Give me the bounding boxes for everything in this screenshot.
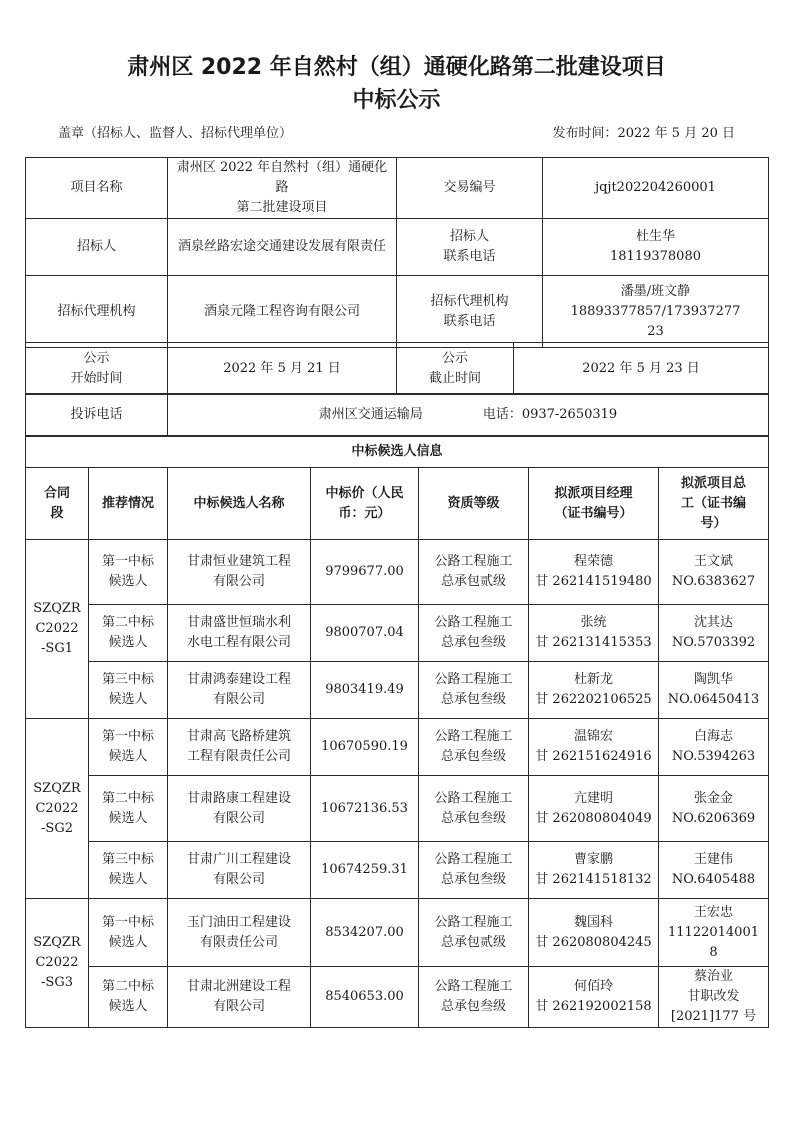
publish-time: 发布时间：2022 年 5 月 20 日 bbox=[552, 126, 735, 141]
candidate-table bbox=[25, 435, 769, 1028]
publicity-period-row bbox=[26, 343, 769, 395]
candidate-rank: 第二中标 候选人 bbox=[89, 967, 168, 1028]
candidate-name: 玉门油田工程建设 有限责任公司 bbox=[168, 899, 311, 967]
header-section: 合同 段 bbox=[26, 468, 89, 540]
candidate-name: 甘肃恒业建筑工程 有限公司 bbox=[168, 540, 311, 605]
project-name-row bbox=[26, 158, 769, 219]
candidate-name: 甘肃广川工程建设 有限公司 bbox=[168, 842, 311, 899]
complaint-label: 投诉电话 bbox=[26, 394, 168, 437]
contract-section: SZQZR C2022 -SG1 bbox=[26, 540, 89, 719]
candidate-name: 甘肃北洲建设工程 有限公司 bbox=[168, 967, 311, 1028]
agency-label: 招标代理机构 bbox=[26, 276, 168, 348]
candidate-qualification: 公路工程施工 总承包叁级 bbox=[419, 605, 529, 662]
candidate-price: 10670590.19 bbox=[311, 719, 419, 776]
candidate-name: 甘肃高飞路桥建筑 工程有限责任公司 bbox=[168, 719, 311, 776]
candidate-qualification: 公路工程施工 总承包叁级 bbox=[419, 719, 529, 776]
candidate-chief-engineer: 王建伟 NO.6405488 bbox=[659, 842, 769, 899]
candidate-qualification: 公路工程施工 总承包贰级 bbox=[419, 540, 529, 605]
end-label: 公示 截止时间 bbox=[397, 343, 514, 395]
candidate-qualification: 公路工程施工 总承包叁级 bbox=[419, 662, 529, 719]
tenderer-contact: 杜生华 18119378080 bbox=[543, 219, 769, 276]
candidate-chief-engineer: 蔡治业 甘职改发 [2021]177 号 bbox=[659, 967, 769, 1028]
candidate-rank: 第一中标 候选人 bbox=[89, 540, 168, 605]
tenderer-label: 招标人 bbox=[26, 219, 168, 276]
complaint-contact bbox=[168, 394, 769, 437]
candidate-project-manager: 曹家鹏 甘 262141518132 bbox=[529, 842, 659, 899]
candidate-row bbox=[26, 776, 769, 842]
candidate-name: 甘肃鸿泰建设工程 有限公司 bbox=[168, 662, 311, 719]
publicity-period-table bbox=[25, 342, 769, 395]
header-qualification: 资质等级 bbox=[419, 468, 529, 540]
candidate-chief-engineer: 王宏忠 11122014001 8 bbox=[659, 899, 769, 967]
candidate-qualification: 公路工程施工 总承包贰级 bbox=[419, 899, 529, 967]
document-title-line2: 中标公示 bbox=[352, 88, 441, 113]
candidate-price: 10674259.31 bbox=[311, 842, 419, 899]
candidate-rank: 第一中标 候选人 bbox=[89, 719, 168, 776]
document-title-line1: 肃州区 2022 年自然村（组）通硬化路第二批建设项目 bbox=[127, 55, 666, 80]
candidate-row bbox=[26, 719, 769, 776]
candidate-row bbox=[26, 899, 769, 967]
candidate-project-manager: 程荣德 甘 262141519480 bbox=[529, 540, 659, 605]
header-name: 中标候选人名称 bbox=[168, 468, 311, 540]
complaint-table bbox=[25, 393, 769, 437]
candidate-row bbox=[26, 967, 769, 1028]
candidate-price: 8540653.00 bbox=[311, 967, 419, 1028]
candidate-price: 9803419.49 bbox=[311, 662, 419, 719]
candidate-row bbox=[26, 662, 769, 719]
candidate-project-manager: 张统 甘 262131415353 bbox=[529, 605, 659, 662]
project-name: 肃州区 2022 年自然村（组）通硬化路 第二批建设项目 bbox=[168, 158, 397, 219]
trade-no: jqjt202204260001 bbox=[543, 158, 769, 219]
candidate-row bbox=[26, 605, 769, 662]
candidate-header-row bbox=[26, 468, 769, 540]
contract-section: SZQZR C2022 -SG2 bbox=[26, 719, 89, 899]
candidate-chief-engineer: 张金金 NO.6206369 bbox=[659, 776, 769, 842]
candidate-rank: 第一中标 候选人 bbox=[89, 899, 168, 967]
stamp-label: 盖章（招标人、监督人、招标代理单位） bbox=[58, 126, 293, 141]
tenderer-row bbox=[26, 219, 769, 276]
start-label: 公示 开始时间 bbox=[26, 343, 168, 395]
project-name-label: 项目名称 bbox=[26, 158, 168, 219]
candidate-qualification: 公路工程施工 总承包叁级 bbox=[419, 842, 529, 899]
project-info-table bbox=[25, 157, 769, 348]
complaint-org: 肃州区交通运输局 bbox=[318, 407, 423, 422]
candidate-chief-engineer: 陶凯华 NO.06450413 bbox=[659, 662, 769, 719]
header-project-manager: 拟派项目经理 （证书编号） bbox=[529, 468, 659, 540]
candidate-name: 甘肃盛世恒瑞水利 水电工程有限公司 bbox=[168, 605, 311, 662]
candidate-row bbox=[26, 540, 769, 605]
candidate-chief-engineer: 王文斌 NO.6383627 bbox=[659, 540, 769, 605]
contract-section: SZQZR C2022 -SG3 bbox=[26, 899, 89, 1028]
candidate-project-manager: 亢建明 甘 262080804049 bbox=[529, 776, 659, 842]
header-rank: 推荐情况 bbox=[89, 468, 168, 540]
candidate-section-title: 中标候选人信息 bbox=[26, 436, 769, 468]
header-price: 中标价（人民 币：元） bbox=[311, 468, 419, 540]
complaint-row bbox=[26, 394, 769, 437]
candidate-project-manager: 温锦宏 甘 262151624916 bbox=[529, 719, 659, 776]
trade-no-label: 交易编号 bbox=[397, 158, 543, 219]
candidate-qualification: 公路工程施工 总承包叁级 bbox=[419, 967, 529, 1028]
candidate-project-manager: 魏国科 甘 262080804245 bbox=[529, 899, 659, 967]
candidate-chief-engineer: 白海志 NO.5394263 bbox=[659, 719, 769, 776]
candidate-chief-engineer: 沈其达 NO.5703392 bbox=[659, 605, 769, 662]
candidate-name: 甘肃路康工程建设 有限公司 bbox=[168, 776, 311, 842]
agency-contact: 潘墨/班文静 18893377857/173937277 23 bbox=[543, 276, 769, 348]
candidate-price: 9800707.04 bbox=[311, 605, 419, 662]
start-date: 2022 年 5 月 21 日 bbox=[168, 343, 397, 395]
candidate-qualification: 公路工程施工 总承包叁级 bbox=[419, 776, 529, 842]
candidate-project-manager: 何佰玲 甘 262192002158 bbox=[529, 967, 659, 1028]
candidate-price: 8534207.00 bbox=[311, 899, 419, 967]
tenderer-phone-label: 招标人 联系电话 bbox=[397, 219, 543, 276]
candidate-project-manager: 杜新龙 甘 262202106525 bbox=[529, 662, 659, 719]
candidate-rank: 第二中标 候选人 bbox=[89, 605, 168, 662]
header-chief-engineer: 拟派项目总 工（证书编 号） bbox=[659, 468, 769, 540]
candidate-rank: 第三中标 候选人 bbox=[89, 842, 168, 899]
agency-row bbox=[26, 276, 769, 348]
candidate-price: 10672136.53 bbox=[311, 776, 419, 842]
candidate-price: 9799677.00 bbox=[311, 540, 419, 605]
agency-phone-label: 招标代理机构 联系电话 bbox=[397, 276, 543, 348]
agency: 酒泉元隆工程咨询有限公司 bbox=[168, 276, 397, 348]
candidate-rank: 第二中标 候选人 bbox=[89, 776, 168, 842]
tenderer: 酒泉丝路宏途交通建设发展有限责任 bbox=[168, 219, 397, 276]
complaint-phone: 电话：0937-2650319 bbox=[482, 407, 618, 422]
candidate-rank: 第三中标 候选人 bbox=[89, 662, 168, 719]
candidate-row bbox=[26, 842, 769, 899]
end-date: 2022 年 5 月 23 日 bbox=[514, 343, 769, 395]
